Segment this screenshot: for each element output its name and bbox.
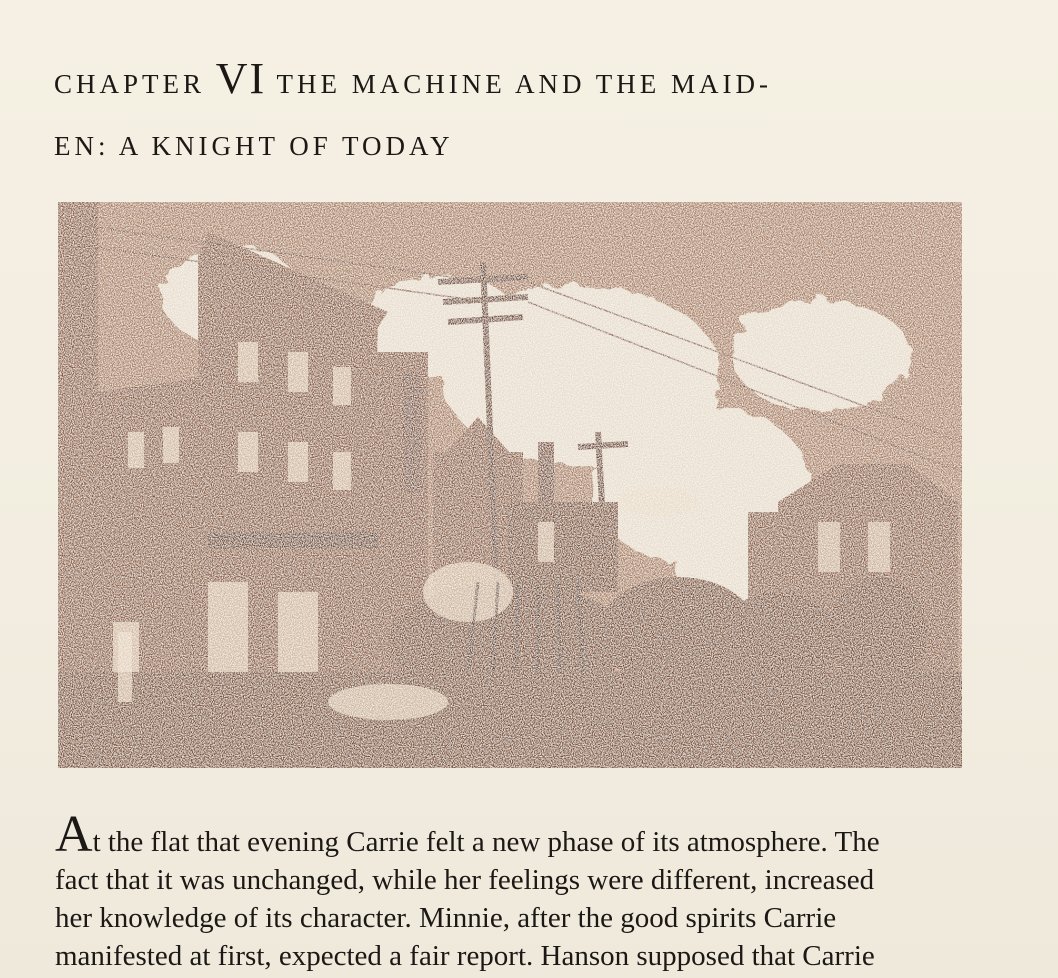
- chapter-numeral: VI: [215, 54, 267, 103]
- street-scene-lithograph-icon: [58, 202, 962, 768]
- chapter-title-line-2: EN: A KNIGHT OF TODAY: [54, 131, 454, 161]
- drop-cap: A: [55, 806, 93, 863]
- body-line-1-text: t the flat that evening Carrie felt a new phase of its atmosphere. The: [92, 826, 880, 858]
- chapter-title-line-1: THE MACHINE AND THE MAID-: [276, 69, 772, 99]
- body-line-4: manifested at first, expected a fair report. Hanson supposed that Carrie: [55, 940, 875, 972]
- chapter-illustration: [58, 202, 962, 768]
- chapter-heading: [54, 48, 964, 177]
- body-line-3: her knowledge of its character. Minnie, after the good spirits Carrie: [55, 902, 837, 934]
- body-paragraph: [55, 806, 960, 975]
- body-line-1: [55, 806, 960, 863]
- chapter-heading-line-1: [54, 48, 964, 115]
- chapter-word: CHAPTER: [54, 69, 206, 99]
- body-line-2: fact that it was unchanged, while her feelings were different, increased: [55, 864, 875, 896]
